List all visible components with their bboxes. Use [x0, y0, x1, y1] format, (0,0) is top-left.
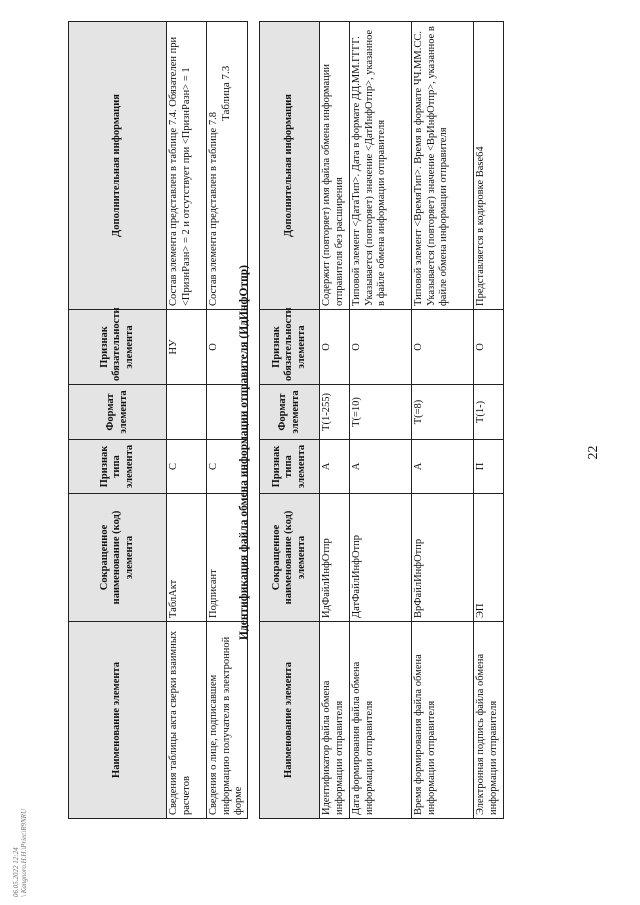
table-cell: Подписант — [207, 494, 248, 622]
table-cell: О — [350, 310, 412, 385]
stamp-line: 06.05.2022 12:24 — [12, 847, 20, 897]
table-cell: ВрФайлИнфОтпр — [412, 494, 474, 622]
table-header-row — [69, 22, 167, 819]
table-row — [350, 22, 412, 819]
header-cell: Сокращенное наименование (код) элемента — [69, 494, 167, 622]
table-cell: Электронная подпись файла обмена информации отправителя — [474, 622, 504, 819]
table-row — [320, 22, 350, 819]
header-cell: Сокращенное наименование (код) элемента — [260, 494, 320, 622]
table-cell: Т(1-255) — [320, 385, 350, 440]
stamp-line: \ Kangnoro.H.H.\Priec\R9NRU — [20, 808, 28, 897]
table-cell: ЭП — [474, 494, 504, 622]
table-cell: С — [207, 440, 248, 494]
table-cell: ДатФайлИнфОтпр — [350, 494, 412, 622]
header-cell: Дополнительная информация — [69, 22, 167, 310]
header-cell: Наименование элемента — [69, 622, 167, 819]
table-cell: П — [474, 440, 504, 494]
header-cell: Признак обязательности элемента — [260, 310, 320, 385]
header-cell: Формат элемента — [260, 385, 320, 440]
table-cell: Т(=10) — [350, 385, 412, 440]
table-cell: О — [320, 310, 350, 385]
table-cell: О — [412, 310, 474, 385]
table-cell: Т(=8) — [412, 385, 474, 440]
table-cell: Состав элемента представлен в таблице 7.4. Обязателен при <ПризнРазн> = 2 и отсутствует при <ПризнРазн> = 1 — [167, 22, 207, 310]
identification-table — [259, 21, 504, 819]
header-cell: Признак обязательности элемента — [69, 310, 167, 385]
header-cell: Дополнительная информация — [260, 22, 320, 310]
table-cell: А — [412, 440, 474, 494]
header-cell: Наименование элемента — [260, 622, 320, 819]
table-cell: Состав элемента представлен в таблице 7.8 — [207, 22, 248, 310]
table-cell: Типовой элемент <ВремяТип>. Время в формате ЧЧ.ММ.СС. Указывается (повторяет) значение <ВрИнфОтпр>, указанное в файле обмена информации отправителя — [412, 22, 474, 310]
table-cell: Представляется в кодировке Base64 — [474, 22, 504, 310]
table-label: Таблица 7.3 — [220, 65, 232, 121]
header-cell: Формат элемента — [69, 385, 167, 440]
table-cell: НУ — [167, 310, 207, 385]
document-stamp — [12, 727, 28, 897]
table-cell: ТаблАкт — [167, 494, 207, 622]
table-cell: О — [207, 310, 248, 385]
table-title: Идентификация файла обмена информации отправителя (ИдИнфОтпр) — [238, 265, 250, 640]
header-cell: Признак типа элемента — [69, 440, 167, 494]
table-cell: А — [350, 440, 412, 494]
header-cell: Признак типа элемента — [260, 440, 320, 494]
table-cell: ИдФайлИнфОтпр — [320, 494, 350, 622]
table-cell: Сведения о лице, подписавшем информацию получателя в электронной форме — [207, 622, 248, 819]
table-cell — [167, 385, 207, 440]
table-row — [412, 22, 474, 819]
table-cell: С — [167, 440, 207, 494]
table-cell: Типовой элемент <ДатаТип>. Дата в формате ДД.ММ.ГГГГ. Указывается (повторяет) значение <ДатИнфОтпр>, указанное в файле обмена информации отправителя — [350, 22, 412, 310]
table-cell: А — [320, 440, 350, 494]
table-cell: О — [474, 310, 504, 385]
table-cell: Содержит (повторяет) имя файла обмена информации отправителя без расширения — [320, 22, 350, 310]
table-header-row — [260, 22, 320, 819]
table-cell: Т(1-) — [474, 385, 504, 440]
table-cell: Дата формирования файла обмена информации отправителя — [350, 622, 412, 819]
table-cell: Время формирования файла обмена информации отправителя — [412, 622, 474, 819]
page-number: 22 — [586, 445, 601, 460]
table-row — [167, 22, 207, 819]
table-cell: Сведения таблицы акта сверки взаимных расчетов — [167, 622, 207, 819]
table-row — [474, 22, 504, 819]
table-cell: Идентификатор файла обмена информации отправителя — [320, 622, 350, 819]
table-continuation — [68, 21, 248, 819]
